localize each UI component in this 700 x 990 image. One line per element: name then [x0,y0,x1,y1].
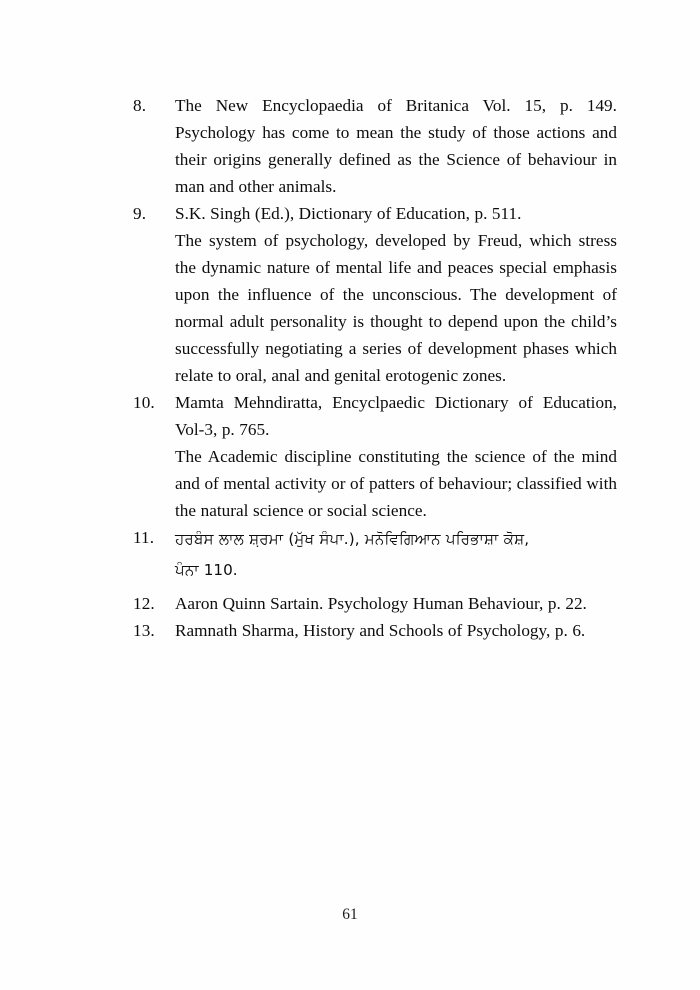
reference-entry-13 [133,617,617,644]
reference-list [133,92,617,644]
reference-citation: S.K. Singh (Ed.), Dictionary of Education, p. 511. [175,204,522,223]
reference-citation: Mamta Mehndiratta, Encyclpaedic Dictionary of Education, Vol-3, p. 765. [175,393,617,439]
reference-citation: Aaron Quinn Sartain. Psychology Human Behaviour, p. 22. [175,594,587,613]
page-number: 61 [342,906,358,923]
reference-definition: The system of psychology, developed by Freud, which stress the dynamic nature of mental life and peaces special emphasis upon the influence of the unconscious. The development of normal adult personality is thought to depend upon the child’s successfully negotiating a series of development phases which relate to oral, anal and genital erotogenic zones. [175,231,617,385]
reference-page-gurmukhi: ਪੰਨਾ 110. [175,561,238,579]
reference-body [175,524,617,586]
reference-paragraph: The New Encyclopaedia of Britanica Vol. 15, p. 149. Psychology has come to mean the study of those actions and their origins generally defined as the Science of behaviour in man and other animals. [175,96,617,196]
reference-citation: Ramnath Sharma, History and Schools of Psychology, p. 6. [175,621,586,640]
reference-number: 12. [133,594,155,613]
reference-citation-gurmukhi: ਹਰਬੰਸ ਲਾਲ ਸ਼਼ਰਮਾ (ਮੁੱਖ ਸੰਪਾ.), ਮਨੋਵਿਗਿਆਨ ਪਰਿਭਾਸ਼ਾ ਕੋਸ਼, [175,530,530,548]
reference-entry-10 [133,389,617,524]
reference-definition: The Academic discipline constituting the science of the mind and of mental activity or of patters of behaviour; classified with the natural science or social science. [175,447,617,520]
reference-body [175,617,617,644]
reference-entry-12 [133,590,617,617]
reference-body [175,590,617,617]
reference-body [175,389,617,524]
reference-entry-8 [133,92,617,200]
reference-number: 11. [133,528,155,547]
reference-entry-9 [133,200,617,389]
reference-body [175,92,617,200]
reference-number: 13. [133,621,155,640]
reference-entry-11 [133,524,617,586]
reference-number: 8. [133,96,147,115]
reference-body [175,200,617,389]
reference-number: 10. [133,393,155,412]
reference-number: 9. [133,204,147,223]
